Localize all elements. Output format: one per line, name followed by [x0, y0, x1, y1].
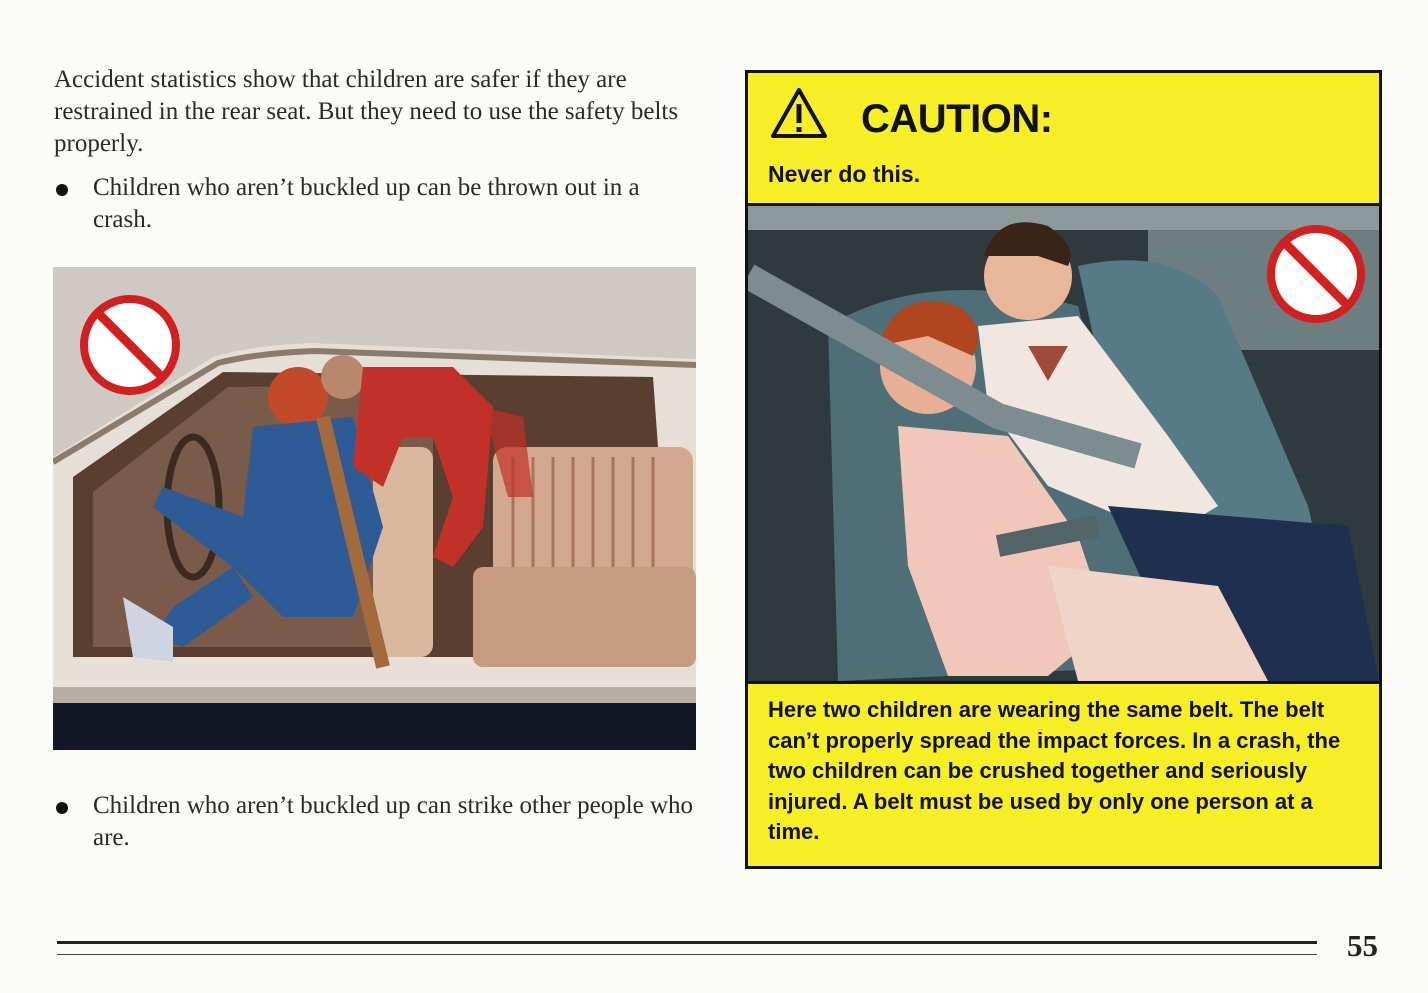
bullet-dot-icon: [56, 802, 68, 814]
prohibition-icon: [1271, 229, 1361, 319]
bullet-item: [54, 790, 694, 854]
intro-paragraph: Accident statistics show that children are safer if they are restrained in the rear seat. But they need to use the safety belts properly.: [54, 66, 679, 157]
prohibition-icon: [84, 299, 176, 391]
illustration-unbelted-child-thrown: [53, 267, 696, 750]
bullet-item: [54, 172, 694, 236]
caution-header: [748, 73, 1379, 206]
caution-subtitle: Never do this.: [768, 161, 921, 187]
bullet-dot-icon: [56, 184, 68, 196]
bullet-text: Children who aren’t buckled up can be thrown out in a crash.: [93, 174, 640, 233]
page-number: 55: [1347, 928, 1378, 963]
warning-triangle-icon: [770, 87, 828, 139]
illustration-two-children-one-belt: [748, 206, 1379, 684]
caution-title: CAUTION:: [861, 97, 1053, 141]
caution-box: [745, 70, 1382, 869]
footer-rule: [57, 941, 1317, 944]
bullet-text: Children who aren’t buckled up can strike other people who are.: [93, 792, 694, 851]
footer-rule-thin: [57, 954, 1317, 955]
caution-body-text: Here two children are wearing the same belt. The belt can’t properly spread the impact forces. In a crash, the two children can be crushed together and seriously injured. A belt must be used by only one person at a time.: [768, 697, 1341, 844]
